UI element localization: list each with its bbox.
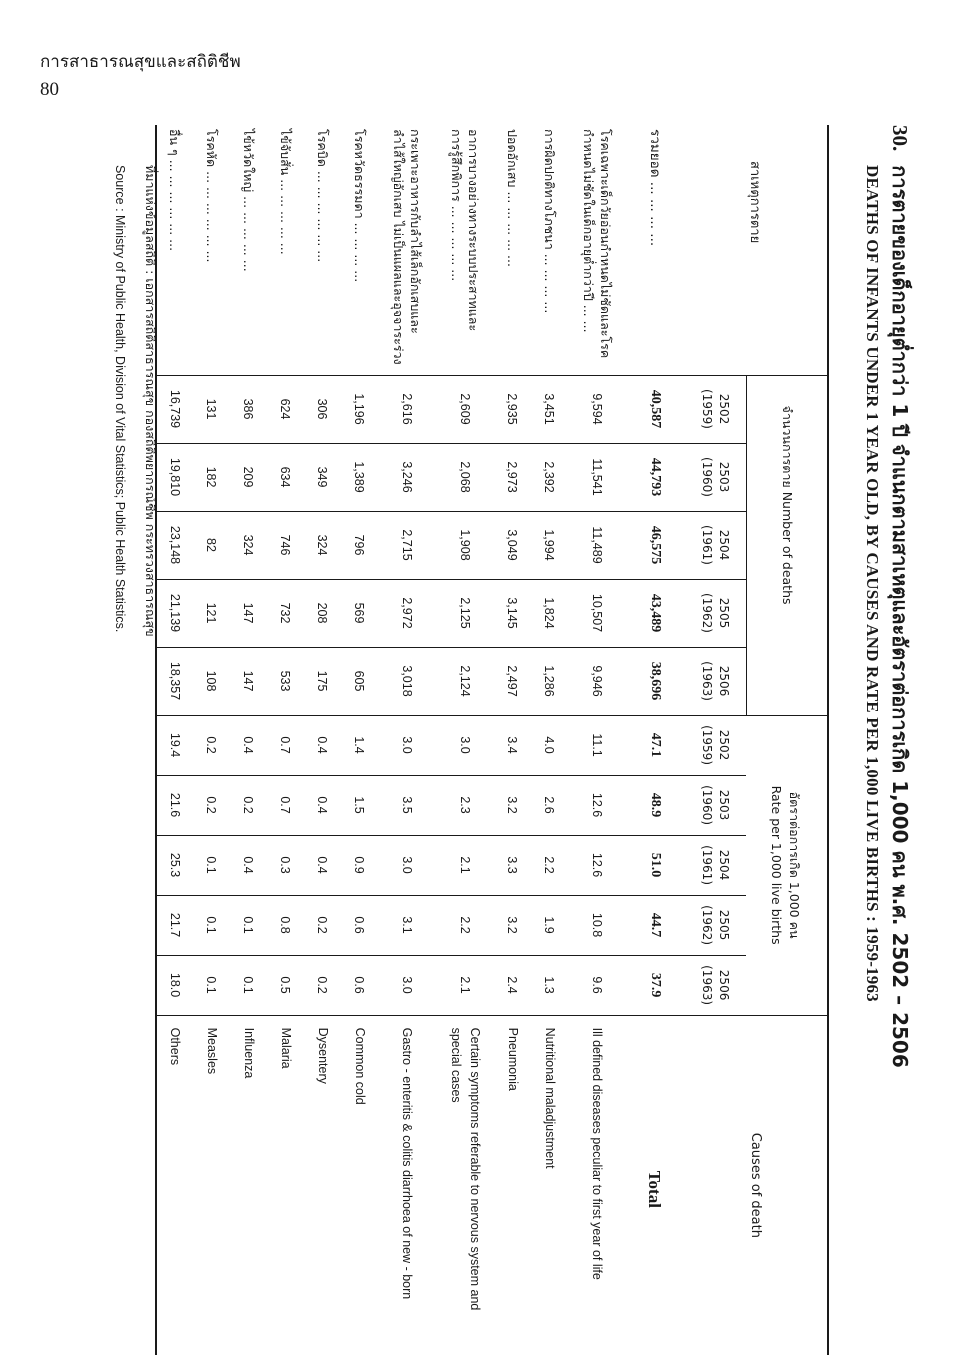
year-header: 2502 (1959) bbox=[684, 375, 747, 443]
deaths-cell: 2,497 bbox=[494, 647, 531, 715]
cause-thai-label: อื่น ๆ ... ... ... ... ... ... bbox=[156, 125, 193, 375]
rate-cell: 0.2 bbox=[230, 775, 267, 835]
source-english: Source : Ministry of Public Health, Division of Vital Statistics; Public Health Statistics. bbox=[113, 165, 127, 633]
rate-cell: 1.9 bbox=[531, 895, 568, 955]
rate-cell: 3.5 bbox=[378, 775, 436, 835]
deaths-cell: 2,068 bbox=[436, 443, 494, 511]
rate-cell: 12.6 bbox=[568, 835, 626, 895]
deaths-cell: 40,587 bbox=[626, 375, 684, 443]
group-header-rate bbox=[747, 715, 829, 1015]
rate-cell: 0.6 bbox=[341, 955, 378, 1015]
cause-thai-label: อาการบางอย่างทางระบบประสาทและ การรู้สึกพิการ ... ... ... ... ... bbox=[436, 125, 494, 375]
rate-cell: 0.2 bbox=[304, 955, 341, 1015]
deaths-cell: 1,824 bbox=[531, 579, 568, 647]
cause-english-label: Total bbox=[645, 1170, 665, 1208]
deaths-cell: 2,973 bbox=[494, 443, 531, 511]
rate-cell: 0.4 bbox=[304, 835, 341, 895]
rate-cell: 0.1 bbox=[193, 895, 230, 955]
deaths-cell: 746 bbox=[267, 511, 304, 579]
deaths-cell: 732 bbox=[267, 579, 304, 647]
rate-cell: 19.4 bbox=[156, 715, 193, 775]
table-row bbox=[568, 125, 626, 1355]
cause-thai-label: ไข้หวัดใหญ่ ... ... ... ... ... bbox=[230, 125, 267, 375]
deaths-cell: 209 bbox=[230, 443, 267, 511]
rate-cell: 3.3 bbox=[494, 835, 531, 895]
rate-cell: 0.3 bbox=[267, 835, 304, 895]
deaths-cell: 3,049 bbox=[494, 511, 531, 579]
year-header: 2504 (1961) bbox=[684, 835, 747, 895]
table-row bbox=[230, 125, 267, 1355]
deaths-cell: 324 bbox=[230, 511, 267, 579]
table-row bbox=[341, 125, 378, 1355]
deaths-cell: 182 bbox=[193, 443, 230, 511]
rate-cell: 0.4 bbox=[304, 715, 341, 775]
deaths-cell: 2,124 bbox=[436, 647, 494, 715]
rate-cell: 44.7 bbox=[626, 895, 684, 955]
rate-cell: 0.5 bbox=[267, 955, 304, 1015]
deaths-cell: 21,139 bbox=[156, 579, 193, 647]
cause-english-label: Malaria bbox=[279, 1027, 293, 1069]
deaths-cell: 306 bbox=[304, 375, 341, 443]
group-header-deaths: จำนวนการตาย Number of deaths bbox=[747, 375, 829, 715]
page-header bbox=[40, 48, 241, 104]
year-header: 2505 (1962) bbox=[684, 895, 747, 955]
deaths-cell: 386 bbox=[230, 375, 267, 443]
cause-thai-label: โรคเฉพาะเด็กวัยอ่อนกำหนดไม่ชัดและโรค กำหนดไม่ชัดในเด็กอายุต่ำกว่าปี ... ... bbox=[568, 125, 626, 375]
deaths-cell: 3,018 bbox=[378, 647, 436, 715]
cause-english-label: Others bbox=[156, 1015, 193, 1355]
deaths-cell: 3,246 bbox=[378, 443, 436, 511]
year-header: 2506 (1963) bbox=[684, 955, 747, 1015]
rate-cell: 11.1 bbox=[568, 715, 626, 775]
rate-cell: 0.2 bbox=[193, 715, 230, 775]
rate-cell: 0.4 bbox=[230, 835, 267, 895]
deaths-cell: 11,489 bbox=[568, 511, 626, 579]
rate-cell: 51.0 bbox=[626, 835, 684, 895]
group-header-rate-thai: อัตราต่อการเกิด 1,000 คน bbox=[787, 791, 803, 939]
rate-cell: 0.1 bbox=[193, 835, 230, 895]
col-header-english-causes: Causes of death bbox=[684, 1015, 828, 1355]
rate-cell: 3.4 bbox=[494, 715, 531, 775]
rate-cell: 10.8 bbox=[568, 895, 626, 955]
deaths-cell: 2,609 bbox=[436, 375, 494, 443]
deaths-cell: 18,357 bbox=[156, 647, 193, 715]
rate-cell: 3.0 bbox=[378, 835, 436, 895]
table-row-total bbox=[626, 125, 684, 1355]
cause-thai-label: ไข้จับสั่น ... ... ... ... ... bbox=[267, 125, 304, 375]
rate-cell: 2.3 bbox=[436, 775, 494, 835]
deaths-cell: 324 bbox=[304, 511, 341, 579]
rate-cell: 1.5 bbox=[341, 775, 378, 835]
deaths-cell: 131 bbox=[193, 375, 230, 443]
rate-cell: 18.0 bbox=[156, 955, 193, 1015]
deaths-cell: 9,594 bbox=[568, 375, 626, 443]
rate-cell: 3.1 bbox=[378, 895, 436, 955]
table-title bbox=[835, 125, 915, 1315]
table-row bbox=[304, 125, 341, 1355]
table-number: 30. bbox=[888, 125, 912, 152]
cause-english-label: Pneumonia bbox=[506, 1027, 520, 1091]
rate-cell: 12.6 bbox=[568, 775, 626, 835]
deaths-cell: 2,392 bbox=[531, 443, 568, 511]
year-header: 2506 (1963) bbox=[684, 647, 747, 715]
rate-cell: 0.1 bbox=[230, 955, 267, 1015]
deaths-cell: 11,541 bbox=[568, 443, 626, 511]
table-row bbox=[378, 125, 436, 1355]
rate-cell: 3.0 bbox=[378, 715, 436, 775]
title-thai bbox=[885, 125, 915, 1315]
rate-cell: 9.6 bbox=[568, 955, 626, 1015]
deaths-cell: 1,908 bbox=[436, 511, 494, 579]
cause-english-label: Certain symptoms referable to nervous system and special cases bbox=[449, 1027, 482, 1311]
deaths-cell: 1,196 bbox=[341, 375, 378, 443]
deaths-cell: 16,739 bbox=[156, 375, 193, 443]
deaths-cell: 624 bbox=[267, 375, 304, 443]
deaths-cell: 43,489 bbox=[626, 579, 684, 647]
deaths-cell: 3,451 bbox=[531, 375, 568, 443]
deaths-cell: 2,972 bbox=[378, 579, 436, 647]
rate-cell: 48.9 bbox=[626, 775, 684, 835]
rate-cell: 2.2 bbox=[436, 895, 494, 955]
rate-cell: 0.6 bbox=[341, 895, 378, 955]
rate-cell: 2.6 bbox=[531, 775, 568, 835]
source-thai: ที่มาแห่งข้อมูลสถิติ : เอกสารสถิติสาธารณสุข กองสถิติพยากรณ์ชีพ กระทรวงสาธารณสุข bbox=[143, 165, 158, 637]
deaths-cell: 2,125 bbox=[436, 579, 494, 647]
cause-thai-label: โรคบิด ... ... ... ... ... ... bbox=[304, 125, 341, 375]
deaths-cell: 3,145 bbox=[494, 579, 531, 647]
rate-cell: 2.4 bbox=[494, 955, 531, 1015]
deaths-cell: 1,994 bbox=[531, 511, 568, 579]
col-header-thai-causes: สาเหตุการตาย bbox=[684, 125, 828, 375]
deaths-cell: 569 bbox=[341, 579, 378, 647]
cause-english-label: Common cold bbox=[353, 1027, 367, 1105]
deaths-cell: 108 bbox=[193, 647, 230, 715]
rate-cell: 0.4 bbox=[304, 775, 341, 835]
source-note bbox=[105, 165, 165, 637]
rate-cell: 0.8 bbox=[267, 895, 304, 955]
deaths-cell: 208 bbox=[304, 579, 341, 647]
rate-cell: 0.9 bbox=[341, 835, 378, 895]
title-thai-text: การตายของเด็กอายุต่ำกว่า 1 ปี จำแนกตามสาเหตุและอัตราต่อการเกิด 1,000 คน พ.ศ. 2502 – 2506 bbox=[888, 165, 912, 1068]
deaths-cell: 634 bbox=[267, 443, 304, 511]
rate-cell: 3.2 bbox=[494, 895, 531, 955]
infant-deaths-table bbox=[155, 125, 829, 1355]
rate-cell: 37.9 bbox=[626, 955, 684, 1015]
rate-cell: 1.3 bbox=[531, 955, 568, 1015]
rate-cell: 47.1 bbox=[626, 715, 684, 775]
cause-thai-label: โรคหัด ... ... ... ... ... ... bbox=[193, 125, 230, 375]
deaths-cell: 9,946 bbox=[568, 647, 626, 715]
deaths-cell: 533 bbox=[267, 647, 304, 715]
table-row bbox=[494, 125, 531, 1355]
cause-english-label: Gastro - enteritis & colitis diarrhoea of new - born bbox=[400, 1027, 415, 1300]
deaths-cell: 2,616 bbox=[378, 375, 436, 443]
rate-cell: 2.2 bbox=[531, 835, 568, 895]
deaths-cell: 2,935 bbox=[494, 375, 531, 443]
rate-cell: 21.7 bbox=[156, 895, 193, 955]
year-header: 2504 (1961) bbox=[684, 511, 747, 579]
title-english: DEATHS OF INFANTS UNDER 1 YEAR OLD, BY CAUSES AND RATE PER 1,000 LIVE BIRTHS : 1959-1963 bbox=[863, 165, 882, 1002]
deaths-cell: 10,507 bbox=[568, 579, 626, 647]
deaths-cell: 2,715 bbox=[378, 511, 436, 579]
deaths-cell: 19,810 bbox=[156, 443, 193, 511]
group-header-rate-english: Rate per 1,000 live births bbox=[769, 785, 785, 945]
year-header: 2505 (1962) bbox=[684, 579, 747, 647]
deaths-cell: 147 bbox=[230, 579, 267, 647]
cause-english-label: Nutritional maladjustment bbox=[543, 1027, 557, 1169]
deaths-cell: 147 bbox=[230, 647, 267, 715]
deaths-cell: 46,575 bbox=[626, 511, 684, 579]
deaths-cell: 349 bbox=[304, 443, 341, 511]
rate-cell: 0.7 bbox=[267, 775, 304, 835]
rate-cell: 0.1 bbox=[193, 955, 230, 1015]
rate-cell: 0.4 bbox=[230, 715, 267, 775]
deaths-cell: 605 bbox=[341, 647, 378, 715]
rate-cell: 2.1 bbox=[436, 955, 494, 1015]
cause-english-label: Measles bbox=[205, 1027, 219, 1075]
rate-cell: 3.2 bbox=[494, 775, 531, 835]
chapter-title: การสาธารณสุขและสถิติชีพ bbox=[40, 52, 241, 72]
cause-thai-label: โรคหวัดธรรมดา ... ... ... ... bbox=[341, 125, 378, 375]
rate-cell: 3.0 bbox=[436, 715, 494, 775]
deaths-cell: 82 bbox=[193, 511, 230, 579]
rate-cell: 2.1 bbox=[436, 835, 494, 895]
table-row bbox=[267, 125, 304, 1355]
rotated-table-sheet bbox=[75, 125, 915, 1315]
rate-cell: 1.4 bbox=[341, 715, 378, 775]
deaths-cell: 1,389 bbox=[341, 443, 378, 511]
cause-english-label: Influenza bbox=[242, 1027, 256, 1079]
table-body bbox=[156, 125, 684, 1355]
deaths-cell: 175 bbox=[304, 647, 341, 715]
deaths-cell: 38,696 bbox=[626, 647, 684, 715]
table-row bbox=[193, 125, 230, 1355]
cause-thai-label: รวมยอด ... ... ... ... bbox=[626, 125, 684, 375]
table-row bbox=[436, 125, 494, 1355]
year-header: 2503 (1960) bbox=[684, 775, 747, 835]
deaths-cell: 44,793 bbox=[626, 443, 684, 511]
cause-thai-label: ปอดอักเสบ ... ... ... ... ... bbox=[494, 125, 531, 375]
cause-thai-label: กระเพาะอาหารกับลำไส้เล็กอักเสบและ ลำไส้ใหญ่อักเสบ ไม่เป็นแผลและอุจจาระร่วง bbox=[378, 125, 436, 375]
rate-cell: 0.7 bbox=[267, 715, 304, 775]
deaths-cell: 1,286 bbox=[531, 647, 568, 715]
rate-cell: 25.3 bbox=[156, 835, 193, 895]
deaths-cell: 23,148 bbox=[156, 511, 193, 579]
year-header: 2502 (1959) bbox=[684, 715, 747, 775]
rate-cell: 3.0 bbox=[378, 955, 436, 1015]
cause-thai-label: การผิดปกติทางโภชนา ... ... ... ... bbox=[531, 125, 568, 375]
cause-english-label: Ill defined diseases peculiar to first year of life bbox=[590, 1027, 605, 1280]
table-row bbox=[531, 125, 568, 1355]
year-header: 2503 (1960) bbox=[684, 443, 747, 511]
rate-cell: 21.6 bbox=[156, 775, 193, 835]
rate-cell: 4.0 bbox=[531, 715, 568, 775]
deaths-cell: 796 bbox=[341, 511, 378, 579]
page-number: 80 bbox=[40, 79, 59, 100]
rate-cell: 0.1 bbox=[230, 895, 267, 955]
deaths-cell: 121 bbox=[193, 579, 230, 647]
rate-cell: 0.2 bbox=[193, 775, 230, 835]
rate-cell: 0.2 bbox=[304, 895, 341, 955]
cause-english-label: Dysentery bbox=[316, 1027, 330, 1084]
